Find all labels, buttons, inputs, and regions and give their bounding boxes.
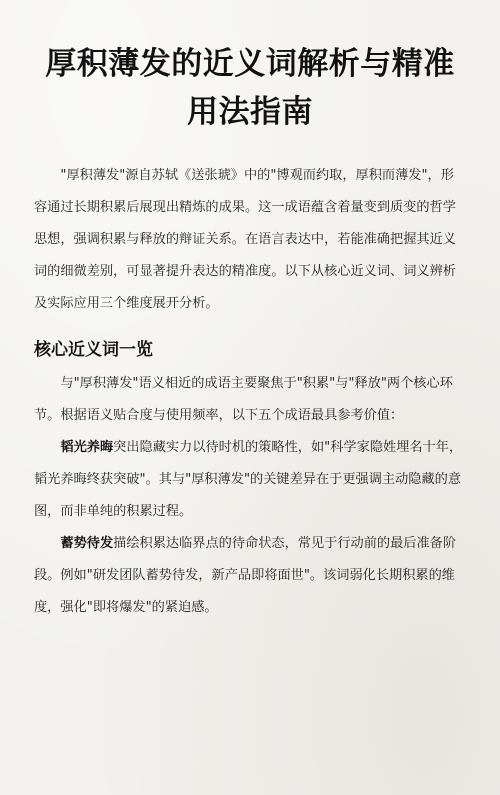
synonym-description: 突出隐藏实力以待时机的策略性，如"科学家隐姓埋名十年，韬光养晦终获突破"。其与"厚积薄发"的关键差异在于更强调主动隐藏的意图，而非单纯的积累过程。 [34, 440, 463, 519]
synonym-entry [34, 432, 466, 528]
synonym-term: 韬光养晦 [60, 440, 114, 455]
section-lead-paragraph: 与"厚积薄发"语义相近的成语主要聚焦于"积累"与"释放"两个核心环节。根据语义贴合度与使用频率，以下五个成语最具参考价值： [34, 376, 453, 423]
intro-block [34, 160, 466, 320]
synonym-term: 蓄势待发 [60, 536, 114, 551]
document-title: 厚积薄发的近义词解析与精准用法指南 [45, 46, 455, 130]
synonym-entry [34, 528, 466, 624]
synonym-description: 描绘积累达临界点的待命状态，常见于行动前的最后准备阶段。例如"研发团队蓄势待发，新产品即将面世"。该词弱化长期积累的维度，强化"即将爆发"的紧迫感。 [34, 536, 457, 615]
section-heading: 核心近义词一览 [34, 340, 153, 360]
intro-paragraph: "厚积薄发"源自苏轼《送张琥》中的"博观而约取，厚积而薄发"，形容通过长期积累后展现出精炼的成果。这一成语蕴含着量变到质变的哲学思想，强调积累与释放的辩证关系。在语言表达中，若能准确把握其近义词的细微差别，可显著提升表达的精准度。以下从核心近义词、词义辨析及实际应用三个维度展开分析。 [34, 168, 456, 311]
